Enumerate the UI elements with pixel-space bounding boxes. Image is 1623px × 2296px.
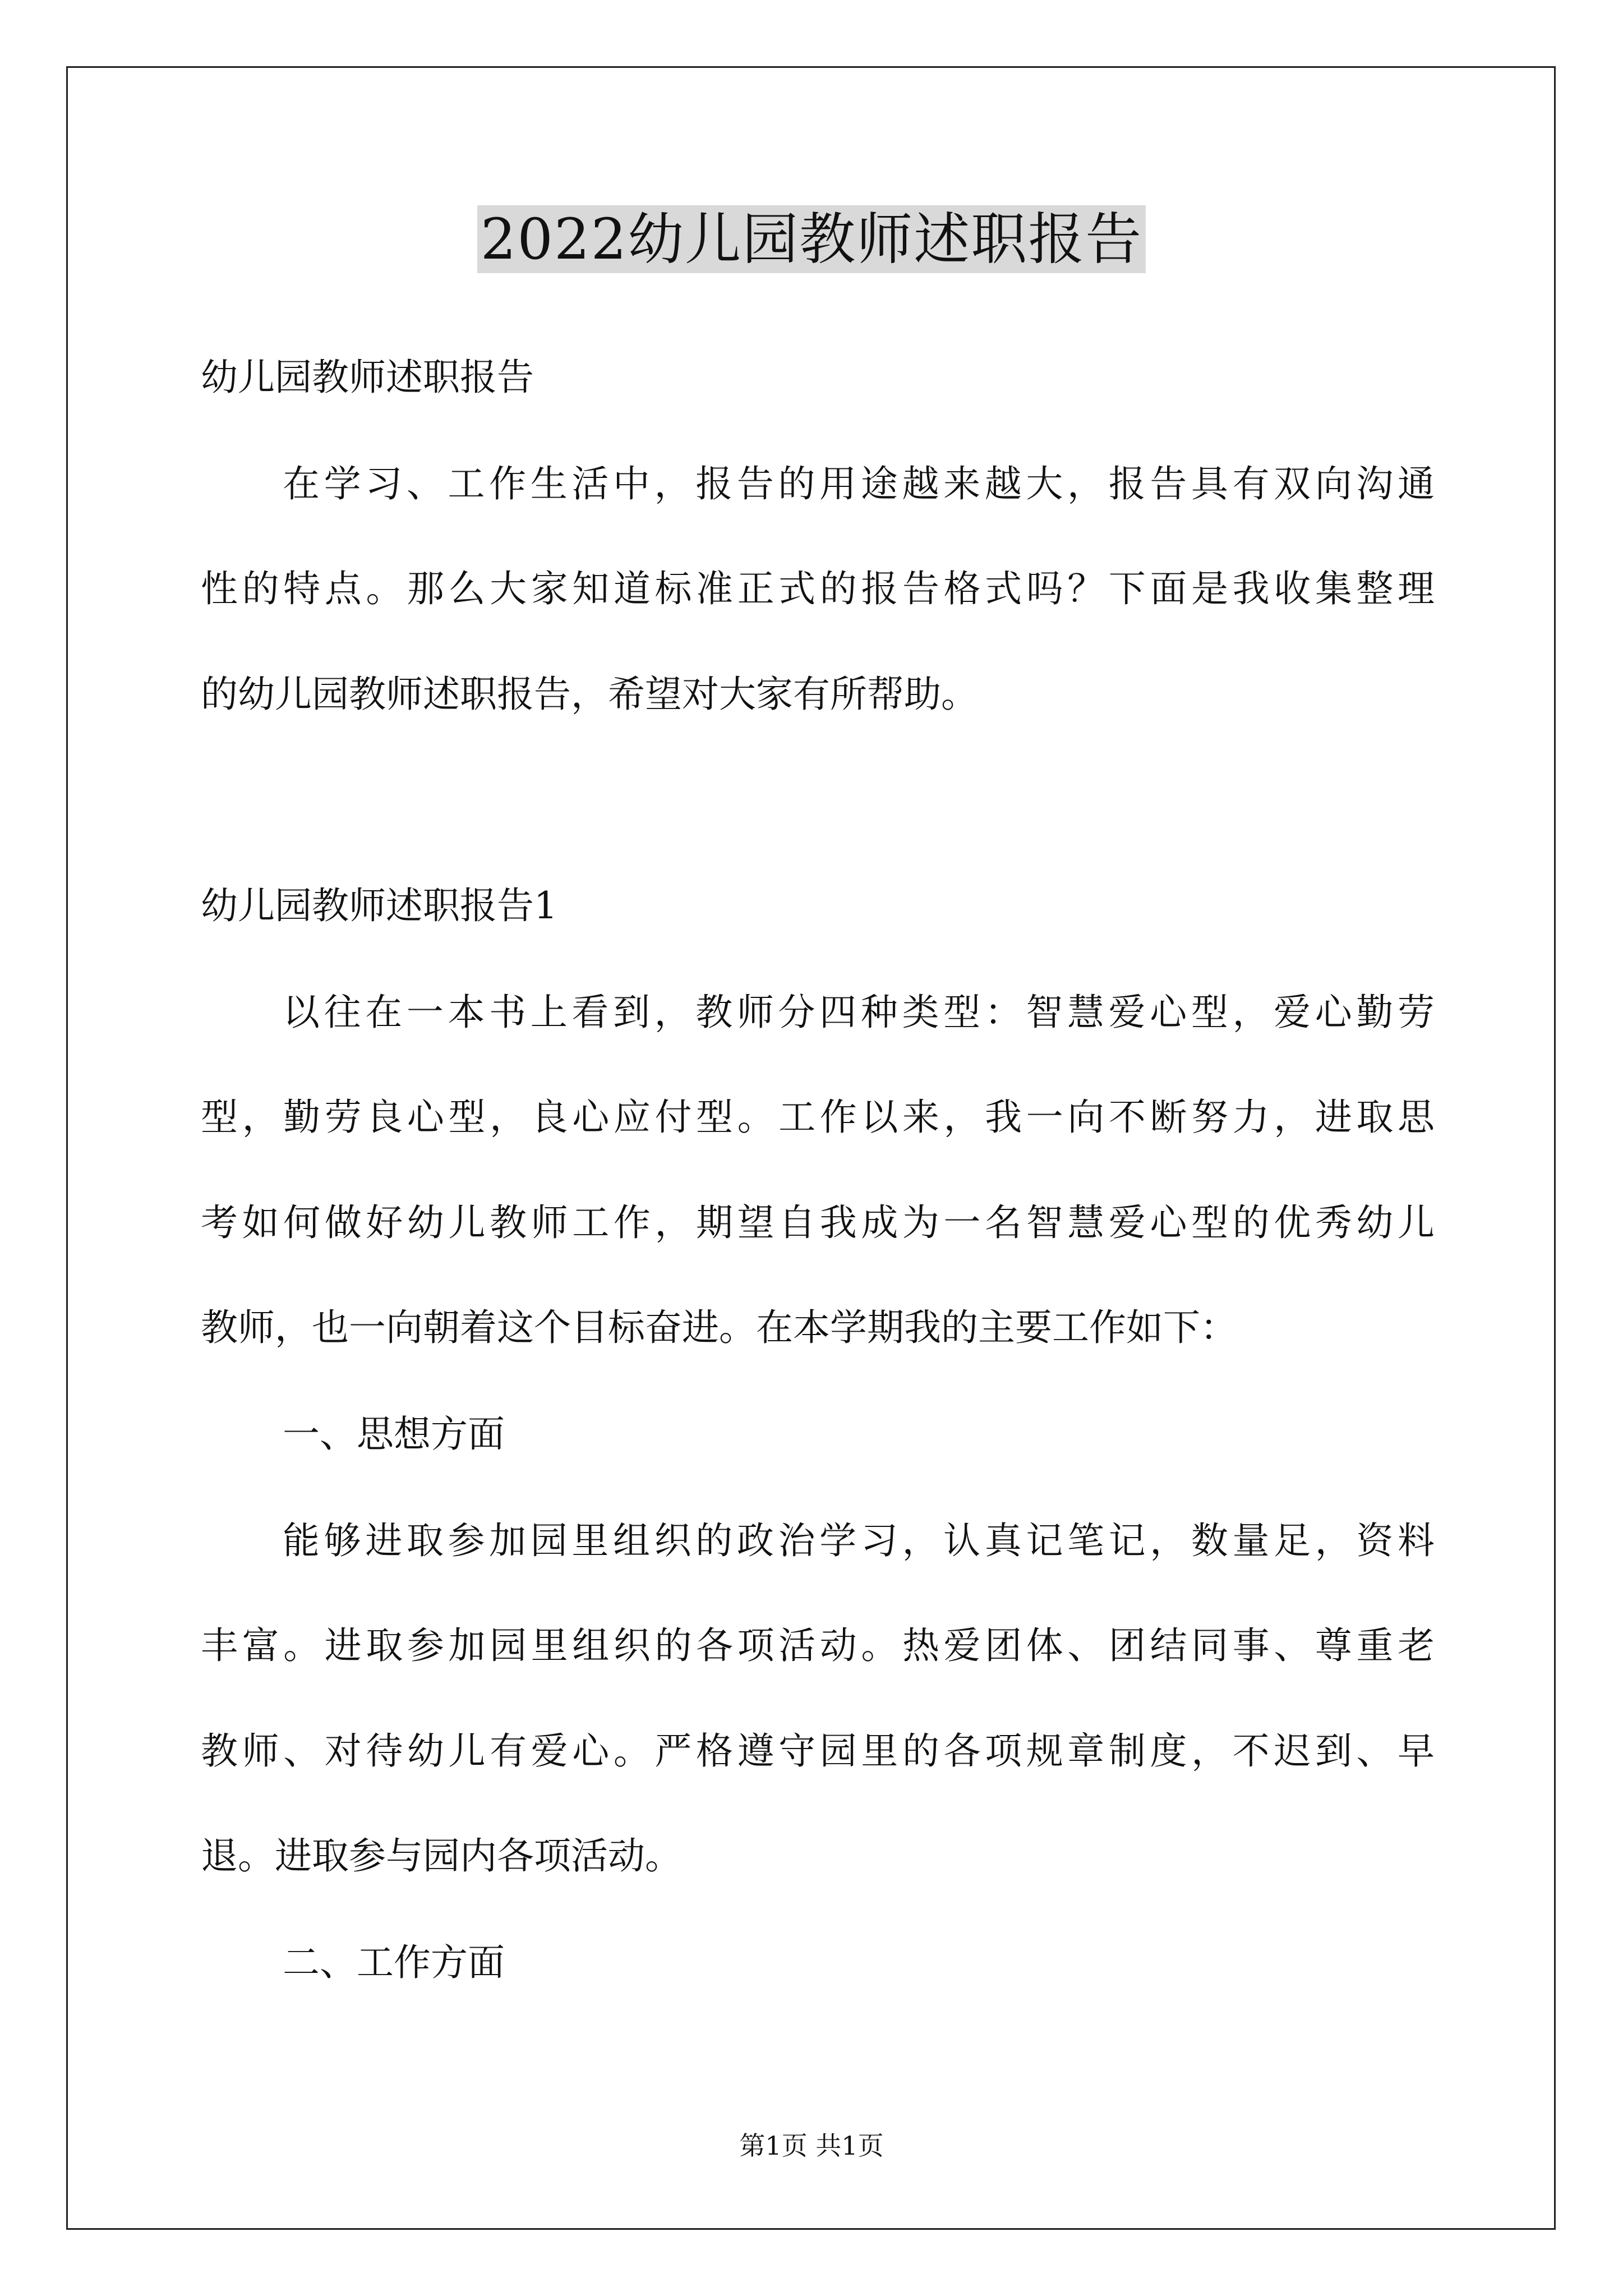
- body-paragraph-2-line-1: 能够进取参加园里组织的政治学习，认真记笔记，数量足，资料: [283, 1519, 1435, 1562]
- body-paragraph-2-line-3: 教师、对待幼儿有爱心。严格遵守园里的各项规章制度，不迟到、早: [201, 1729, 1435, 1773]
- intro-paragraph-line-2: 性的特点。那么大家知道标准正式的报告格式吗？下面是我收集整理: [201, 567, 1435, 610]
- body-paragraph-1-line-3: 考如何做好幼儿教师工作，期望自我成为一名智慧爱心型的优秀幼儿: [201, 1201, 1435, 1244]
- heading-work-aspect: 二、工作方面: [283, 1941, 505, 1984]
- intro-paragraph-line-3: 的幼儿园教师述职报告，希望对大家有所帮助。: [201, 673, 978, 716]
- body-paragraph-1-line-1: 以往在一本书上看到，教师分四种类型：智慧爱心型，爱心勤劳: [283, 991, 1435, 1034]
- body-paragraph-2-line-2: 丰富。进取参加园里组织的各项活动。热爱团体、团结同事、尊重老: [201, 1624, 1435, 1667]
- document-title: [0, 197, 1623, 282]
- section-heading-report-1: 幼儿园教师述职报告1: [201, 884, 557, 927]
- subtitle-line: 幼儿园教师述职报告: [201, 356, 534, 399]
- body-paragraph-1-line-4: 教师，也一向朝着这个目标奋进。在本学期我的主要工作如下：: [201, 1306, 1237, 1349]
- heading-thought-aspect: 一、思想方面: [283, 1412, 505, 1456]
- body-paragraph-2-line-4: 退。进取参与园内各项活动。: [201, 1834, 682, 1878]
- intro-paragraph-line-1: 在学习、工作生活中，报告的用途越来越大，报告具有双向沟通: [283, 462, 1435, 505]
- page-footer: 第1页 共1页: [739, 2131, 884, 2161]
- body-paragraph-1-line-2: 型，勤劳良心型，良心应付型。工作以来，我一向不断努力，进取思: [201, 1096, 1435, 1139]
- document-title-text: 2022幼儿园教师述职报告: [477, 205, 1146, 273]
